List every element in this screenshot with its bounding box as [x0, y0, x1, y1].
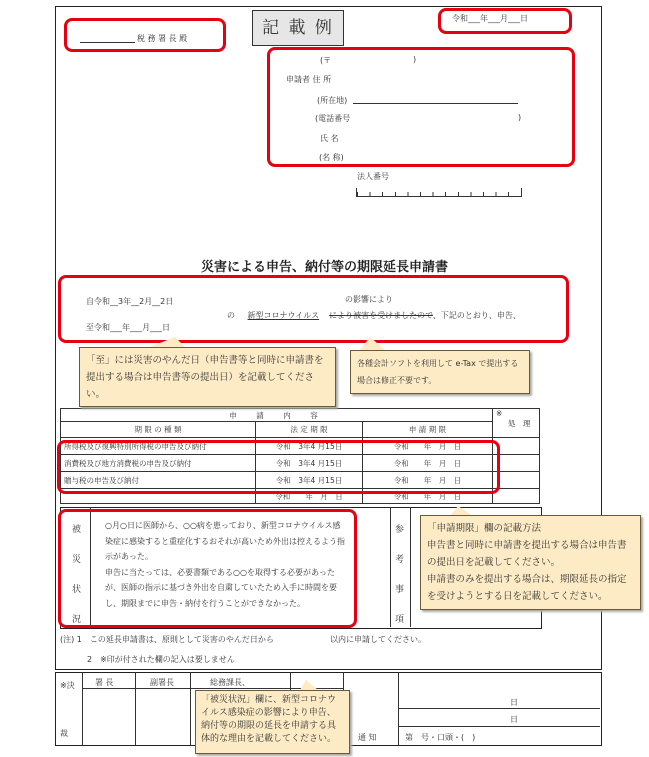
cell-request[interactable]: 令和 年 月 日: [363, 489, 493, 504]
disaster-description[interactable]: ○月○日に医師から、○○病を患っており、新型コロナウイルス感染症に感染すると重症化するおそれが高いため外出は控えるよう指示があった。 申告に当たっては、必要書類である○○を取得する必要があったが、医師の指示に基づき外出を自粛していたため入手に時間を要し、期限までに申告・納付を行うことができなかった。: [105, 521, 345, 608]
corporate-number-boxes[interactable]: [356, 188, 522, 197]
postal-code-field: (〒: [320, 56, 332, 65]
cell-legal: 令和 3年4 月15日: [256, 438, 363, 455]
highlight-rows: [57, 440, 500, 494]
day-2: 日: [510, 715, 518, 724]
cell-legal: 令和 年 月 日: [256, 489, 363, 504]
callout-to-date: 「至」には災害のやんだ日（申告書等と同時に申請書を提出する場合は申告書等の提出日）を記載してください。: [79, 347, 336, 407]
cell-request[interactable]: 令和 年 月 日: [363, 455, 493, 472]
phone-label: (電話番号: [315, 114, 351, 123]
highlight-applicant: [267, 47, 575, 167]
corporate-number-label: 法人番号: [357, 172, 389, 181]
sample-stamp: 記 載 例: [252, 10, 344, 46]
cause-prefix: の: [227, 311, 235, 320]
paren: ): [518, 113, 522, 122]
table-header: 申 請 内 容: [61, 409, 493, 422]
note-1: (注) 1 この延長申請書は、原則として災害のやんだ日から: [60, 635, 274, 644]
day-1: 日: [510, 698, 518, 707]
continuation-text: 、下記のとおり、申告、: [432, 311, 521, 320]
decision-mark: ※決: [60, 681, 75, 690]
tax-office-label: 税 務 署 長 殿: [137, 34, 188, 43]
callout-disaster: 「被災状況」欄に、新型コロナウイルス感染症の影響により申告、納付等の期限の延長を申請する具体的な理由を記載してください。: [195, 690, 350, 754]
notice-number: 第 号・口頭・( ): [405, 733, 476, 742]
cell-type: 贈与税の申告及び納付: [61, 472, 256, 489]
applicant-address-label: 申請者 住 所: [286, 75, 332, 84]
col-type: 期 限 の 種 類: [61, 422, 256, 438]
document-title: 災害による申告、納付等の期限延長申請書: [200, 260, 448, 275]
cell-legal: 令和 3年4 月15日: [256, 472, 363, 489]
processing-label: 処 理: [508, 419, 531, 428]
callout-request-deadline: [420, 515, 641, 610]
col-director: 署 長: [95, 678, 114, 687]
disaster-label: 被 災 状 況: [72, 525, 82, 625]
col-legal: 法 定 期 限: [256, 422, 363, 438]
notice-label: 通 知: [358, 733, 377, 742]
processing-mark: ※: [496, 409, 503, 418]
location-label: (所在地): [317, 96, 348, 105]
company-name-label: (名 称): [319, 153, 344, 162]
callout-title: 「申請期限」欄の記載方法: [427, 523, 542, 534]
note-1-tail: 以内に申請してください。: [330, 635, 426, 644]
note-2: 2 ※印が付された欄の記入は要しません: [87, 655, 235, 664]
decision-label: 裁: [60, 729, 68, 738]
cell-request[interactable]: 令和 年 月 日: [363, 472, 493, 489]
col-deputy: 副署長: [150, 678, 174, 687]
callout-body: 申告書と同時に申請書を提出する場合は申告書の提出日を記載してください。 申請書のみを提出する場合は、期限延長の指定を受けようとする日を記載してください。: [427, 540, 627, 602]
cause-text: 新型コロナウイルス: [247, 311, 320, 320]
col-request: 申 請 期 限: [363, 422, 493, 438]
name-label: 氏 名: [320, 134, 339, 143]
cell-type: 消費税及び地方消費税の申告及び納付: [61, 455, 256, 472]
filing-date: 令和___年___月___日: [452, 14, 528, 23]
reference-label: 参 考 事 項: [395, 525, 405, 625]
paren: ): [413, 55, 417, 64]
effect-text: の影響により: [345, 295, 393, 304]
period-to: 至令和___年___月___日: [86, 323, 170, 332]
highlight-disaster: [58, 509, 357, 628]
cell-request[interactable]: 令和 年 月 日: [363, 438, 493, 455]
callout-etax: 各種会計ソフトを利用して e-Tax で提出する場合は修正不要です。: [350, 350, 530, 394]
cell-type: 所得税及び復興特別所得税の申告及び納付: [61, 438, 256, 455]
period-from: 自令和__3年__2月__2日: [86, 297, 174, 306]
col-manager: 総務課長、: [210, 678, 250, 687]
cell-legal: 令和 3年4 月15日: [256, 455, 363, 472]
struck-text: により被害を受けましたので: [329, 311, 433, 320]
